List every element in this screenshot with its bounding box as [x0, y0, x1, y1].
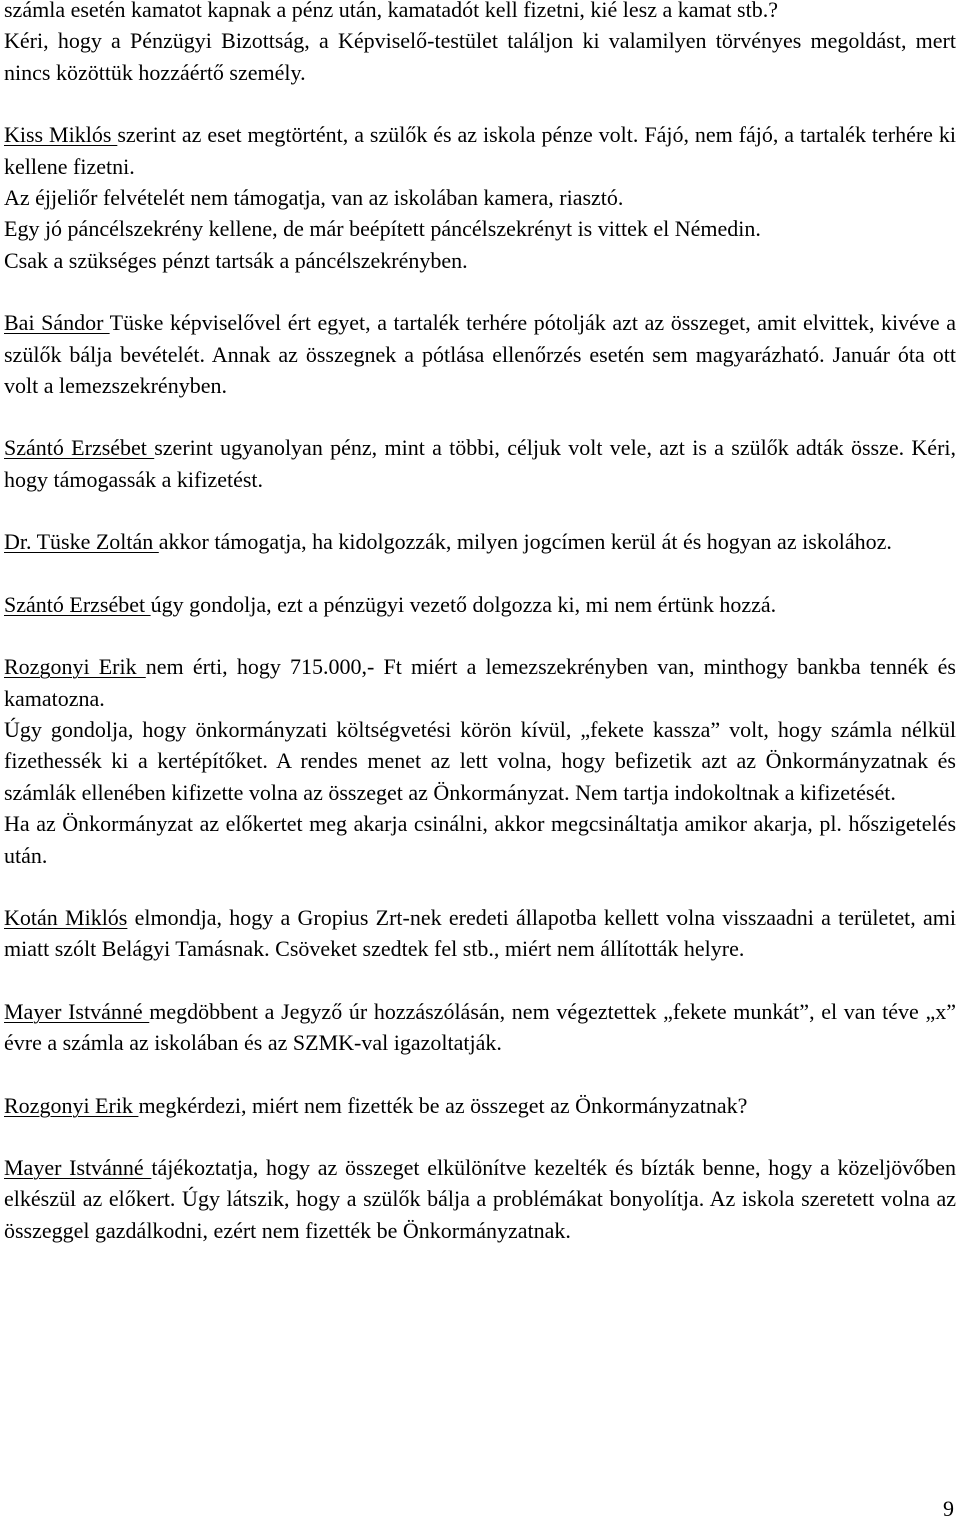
- paragraph: [4, 1152, 956, 1246]
- paragraph-spacer: [4, 871, 956, 902]
- paragraph: [4, 714, 956, 808]
- paragraph: [4, 432, 956, 495]
- paragraph-spacer: [4, 1121, 956, 1152]
- speaker-name: Rozgonyi Erik: [4, 654, 146, 680]
- document-page: [4, 0, 956, 1246]
- paragraph: [4, 0, 956, 25]
- speaker-name: Kiss Miklós: [4, 122, 118, 148]
- paragraph-text: számla esetén kamatot kapnak a pénz után, kamatadót kell fizetni, kié lesz a kamat stb.?: [4, 0, 778, 22]
- paragraph: [4, 526, 956, 557]
- paragraph: [4, 808, 956, 871]
- paragraph-text: szerint az eset megtörtént, a szülők és az iskola pénze volt. Fájó, nem fájó, a tartalék terhére ki kellene fizetni.: [4, 122, 956, 179]
- paragraph-text: szerint ugyanolyan pénz, mint a többi, céljuk volt vele, azt is a szülők adták össze. Kéri, hogy támogassák a kifizetést.: [4, 435, 957, 492]
- paragraph: [4, 213, 956, 244]
- speaker-name: Bai Sándor: [4, 310, 110, 336]
- paragraph-text: tájékoztatja, hogy az összeget elkülönítve kezelték és bízták benne, hogy a közeljövőben elkészül az előkert. Úgy látszik, hogy a szülők bálja a problémákat bonyolítja. Az iskola szeretett volna az összeggel gazdálkodni, ezért nem fizették be Önkormányzatnak.: [4, 1154, 956, 1243]
- speaker-name: Szántó Erzsébet: [4, 591, 151, 617]
- page-number: 9: [943, 1496, 954, 1521]
- paragraph-spacer: [4, 620, 956, 651]
- paragraph-text: nem érti, hogy 715.000,- Ft miért a lemezszekrényben van, minthogy bankba tennék és kamatozna.: [4, 654, 956, 711]
- speaker-name: Szántó Erzsébet: [4, 435, 155, 461]
- paragraph: [4, 25, 956, 88]
- speaker-name: Kotán Miklós: [4, 904, 128, 930]
- paragraph: [4, 119, 956, 182]
- paragraph-text: megdöbbent a Jegyző úr hozzászólásán, nem végeztettek „fekete munkát”, el van téve „x” évre a számla az iskolában és az SZMK-val igazoltatják.: [4, 998, 956, 1056]
- paragraph-text: úgy gondolja, ezt a pénzügyi vezető dolgozza ki, mi nem értünk hozzá.: [150, 591, 777, 617]
- paragraph: [4, 182, 956, 213]
- paragraph-text: Kéri, hogy a Pénzügyi Bizottság, a Képviselő-testület találjon ki valamilyen törvényes megoldást, mert nincs közöttük hozzáértő személy.: [4, 28, 956, 85]
- paragraph-text: Az éjjeliőr felvételét nem támogatja, van az iskolában kamera, riasztó.: [4, 185, 624, 211]
- paragraph-text: akkor támogatja, ha kidolgozzák, milyen jogcímen kerül át és hogyan az iskolához.: [158, 529, 892, 555]
- speaker-name: Rozgonyi Erik: [4, 1092, 139, 1118]
- paragraph: [4, 245, 956, 276]
- paragraph-text: Csak a szükséges pénzt tartsák a páncélszekrényben.: [4, 247, 468, 273]
- paragraph: [4, 651, 956, 714]
- paragraph-text: Úgy gondolja, hogy önkormányzati költségvetési körön kívül, „fekete kassza” volt, hogy számla nélkül fizethessék ki a kertépítőket. A rendes menet az lett volna, hogy befizetik azt az Önkormányzatnak és számlák ellenében kifizette volna az összeget az Önkormányzat. Nem tartja indokoltnak a kifizetését.: [4, 716, 956, 805]
- paragraph: [4, 996, 956, 1059]
- paragraph: [4, 902, 956, 965]
- paragraph: [4, 589, 956, 620]
- paragraph: [4, 307, 956, 401]
- speaker-name: Mayer Istvánné: [4, 998, 150, 1024]
- paragraph-text: elmondja, hogy a Gropius Zrt-nek eredeti állapotba kellett volna visszaadni a területet, ami miatt szólt Belágyi Tamásnak. Csöveket szedtek fel stb., miért nem állították helyre.: [4, 904, 956, 962]
- paragraph-text: Egy jó páncélszekrény kellene, de már beépített páncélszekrényt is vittek el Némedin.: [4, 216, 761, 242]
- paragraph-text: Tüske képviselővel ért egyet, a tartalék terhére pótolják azt az összeget, amit elvittek, kivéve a szülők bálja bevételét. Annak az összegnek a pótlása ellenőrzés esetén sem magyarázható. Január óta ott volt a lemezszekrényben.: [4, 310, 956, 399]
- speaker-name: Mayer Istvánné: [4, 1154, 152, 1180]
- paragraph-spacer: [4, 88, 956, 119]
- paragraph-spacer: [4, 401, 956, 432]
- paragraph-spacer: [4, 276, 956, 307]
- paragraph-text: Ha az Önkormányzat az előkertet meg akarja csinálni, akkor megcsináltatja amikor akarja, pl. hőszigetelés után.: [4, 811, 956, 868]
- paragraph: [4, 1090, 956, 1121]
- speaker-name: Dr. Tüske Zoltán: [4, 529, 159, 555]
- paragraph-spacer: [4, 1059, 956, 1090]
- paragraph-spacer: [4, 965, 956, 996]
- paragraph-spacer: [4, 558, 956, 589]
- paragraph-spacer: [4, 495, 956, 526]
- paragraph-text: megkérdezi, miért nem fizették be az összeget az Önkormányzatnak?: [138, 1092, 748, 1118]
